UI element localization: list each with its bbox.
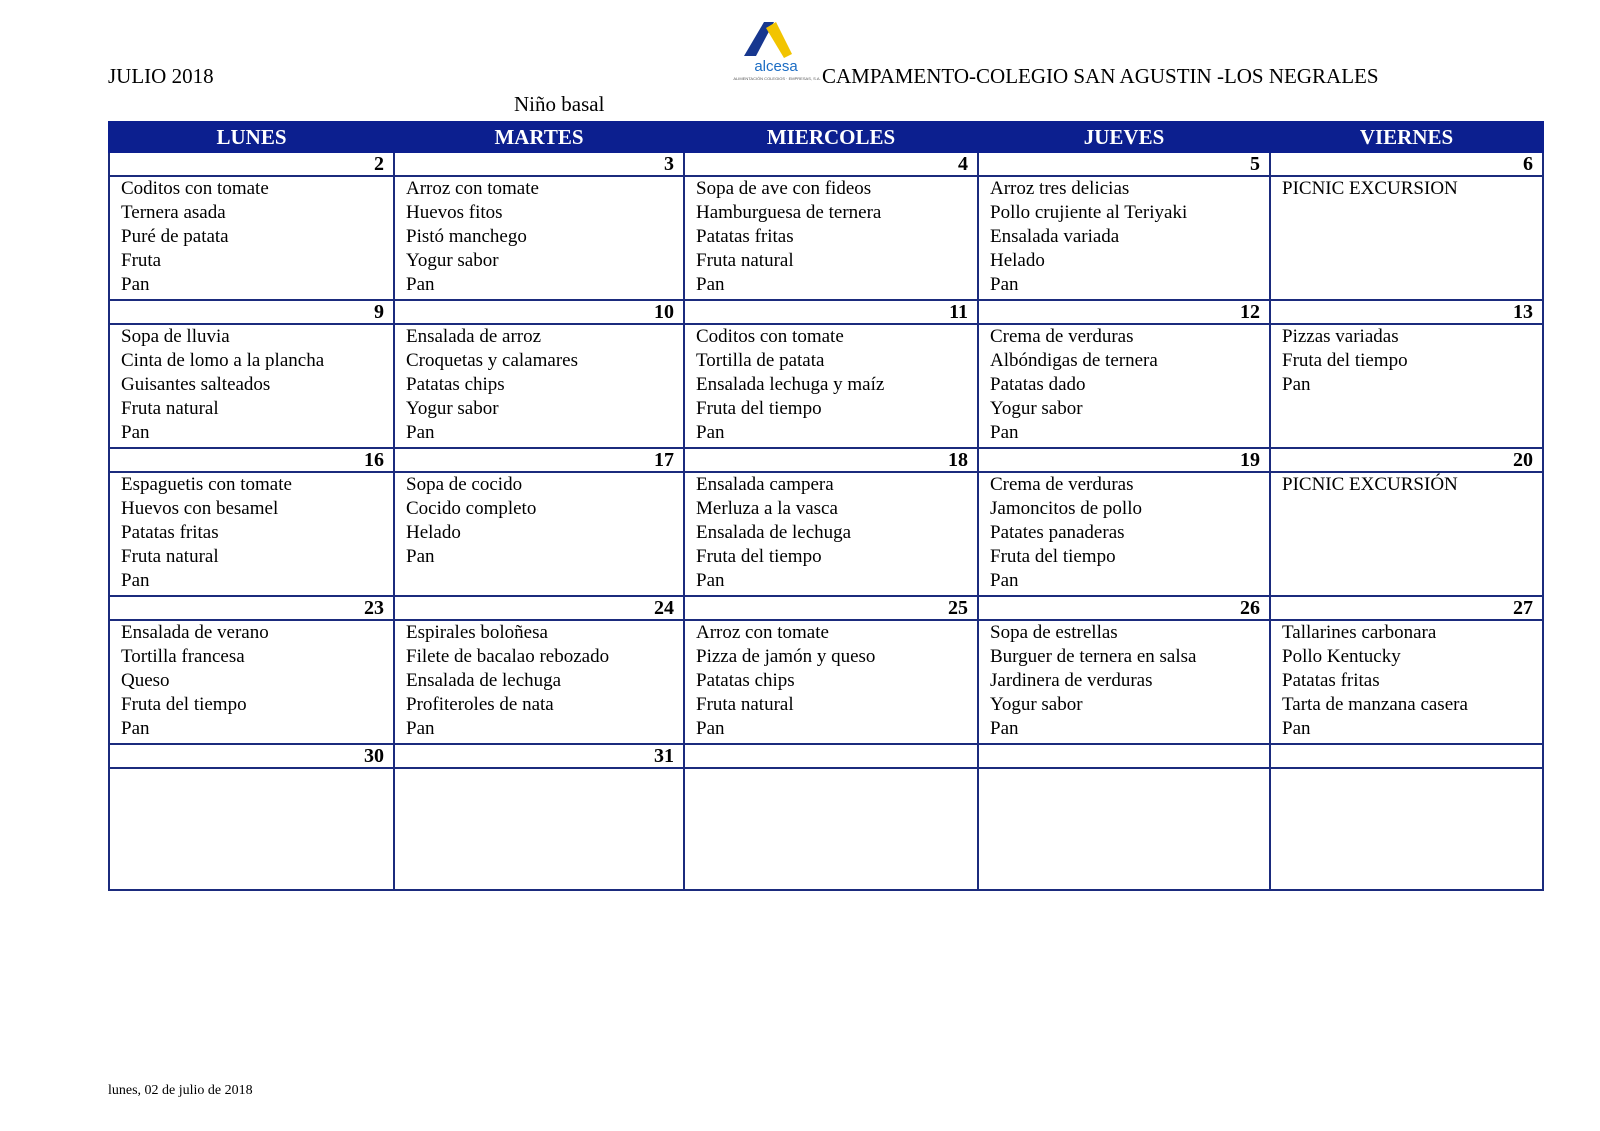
date-number [684, 744, 978, 768]
menu-item: Helado [406, 522, 461, 543]
menu-item: Burguer de ternera en salsa [990, 646, 1197, 667]
day-menu-cell [394, 768, 684, 890]
menu-item: Ensalada de arroz [406, 326, 542, 347]
menu-item: Ensalada de verano [121, 622, 269, 643]
menu-item: Patatas fritas [1282, 670, 1380, 691]
menu-item: Tortilla de patata [696, 350, 825, 371]
date-number: 13 [1270, 300, 1543, 324]
weekday-header: LUNES [109, 122, 394, 152]
date-number: 17 [394, 448, 684, 472]
menu-row [109, 768, 1543, 890]
date-number: 11 [684, 300, 978, 324]
menu-item: Sopa de estrellas [990, 622, 1118, 643]
logo-wordmark: alcesa [754, 58, 798, 75]
menu-item: Pan [696, 718, 725, 739]
date-number: 23 [109, 596, 394, 620]
day-menu-cell [1270, 324, 1543, 448]
menu-item: Arroz con tomate [406, 178, 539, 199]
menu-item: Patatas chips [696, 670, 795, 691]
day-menu-cell [978, 472, 1270, 596]
menu-item: Pan [696, 274, 725, 295]
menu-item: Fruta del tiempo [990, 546, 1116, 567]
menu-item: Sopa de cocido [406, 474, 523, 495]
menu-item: Pan [696, 422, 725, 443]
menu-row [109, 472, 1543, 596]
date-number: 24 [394, 596, 684, 620]
menu-item: Crema de verduras [990, 326, 1134, 347]
day-menu-cell [109, 324, 394, 448]
date-number: 18 [684, 448, 978, 472]
menu-item: Pollo crujiente al Teriyaki [990, 202, 1188, 223]
menu-item: Pan [990, 422, 1019, 443]
menu-item: Yogur sabor [990, 694, 1083, 715]
menu-item: Pan [406, 274, 435, 295]
menu-item: Fruta del tiempo [696, 398, 822, 419]
menu-item: Pan [406, 422, 435, 443]
menu-item: Helado [990, 250, 1045, 271]
menu-item: Fruta del tiempo [696, 546, 822, 567]
menu-item: Pan [990, 570, 1019, 591]
day-menu-cell [394, 324, 684, 448]
date-number: 27 [1270, 596, 1543, 620]
menu-item: Pan [990, 718, 1019, 739]
menu-item: Ternera asada [121, 202, 226, 223]
menu-item: Pistó manchego [406, 226, 527, 247]
date-number-row [109, 152, 1543, 176]
menu-item: Pan [1282, 374, 1311, 395]
menu-item: Huevos fitos [406, 202, 503, 223]
menu-item: Jardinera de verduras [990, 670, 1153, 691]
company-logo [733, 18, 821, 88]
day-menu-cell [109, 176, 394, 300]
menu-item: Guisantes salteados [121, 374, 271, 395]
menu-item: Fruta natural [696, 250, 794, 271]
menu-item: Fruta natural [121, 546, 219, 567]
day-menu-cell [978, 768, 1270, 890]
menu-item: Pan [990, 274, 1019, 295]
menu-item: Jamoncitos de pollo [990, 498, 1142, 519]
weekday-header: MIERCOLES [684, 122, 978, 152]
menu-item: Patatas fritas [121, 522, 219, 543]
date-number: 16 [109, 448, 394, 472]
date-number: 30 [109, 744, 394, 768]
menu-item: Cocido completo [406, 498, 537, 519]
date-number: 9 [109, 300, 394, 324]
menu-row [109, 176, 1543, 300]
date-number: 20 [1270, 448, 1543, 472]
menu-item: Pan [1282, 718, 1311, 739]
menu-item: Fruta del tiempo [121, 694, 247, 715]
menu-item: Pan [121, 422, 150, 443]
date-number: 25 [684, 596, 978, 620]
menu-calendar [108, 121, 1544, 891]
day-menu-cell [978, 176, 1270, 300]
menu-item: Espaguetis con tomate [121, 474, 292, 495]
logo-mark-icon [736, 18, 816, 62]
menu-item: Pan [406, 718, 435, 739]
menu-item: Patatas fritas [696, 226, 794, 247]
menu-item: Pan [121, 718, 150, 739]
day-menu-cell [978, 620, 1270, 744]
menu-row [109, 620, 1543, 744]
day-menu-cell [684, 768, 978, 890]
menu-item: Tallarines carbonara [1282, 622, 1437, 643]
day-menu-cell [394, 176, 684, 300]
menu-item: Espirales boloñesa [406, 622, 548, 643]
menu-item: Ensalada campera [696, 474, 834, 495]
weekday-header: MARTES [394, 122, 684, 152]
date-number: 3 [394, 152, 684, 176]
menu-item: Ensalada variada [990, 226, 1120, 247]
menu-item: Arroz tres delicias [990, 178, 1130, 199]
menu-item: Pollo Kentucky [1282, 646, 1401, 667]
menu-item: PICNIC EXCURSION [1282, 178, 1458, 199]
menu-item: Tarta de manzana casera [1282, 694, 1468, 715]
menu-row [109, 324, 1543, 448]
menu-item: Yogur sabor [406, 250, 499, 271]
day-menu-cell [109, 620, 394, 744]
menu-item: Hamburguesa de ternera [696, 202, 882, 223]
menu-item: Cinta de lomo a la plancha [121, 350, 325, 371]
menu-item: Pizza de jamón y queso [696, 646, 876, 667]
date-number-row [109, 300, 1543, 324]
menu-item: Patatas chips [406, 374, 505, 395]
menu-item: Yogur sabor [990, 398, 1083, 419]
date-number: 5 [978, 152, 1270, 176]
page-title: CAMPAMENTO-COLEGIO SAN AGUSTIN -LOS NEGRALES [822, 64, 1379, 88]
date-number: 4 [684, 152, 978, 176]
day-menu-cell [109, 472, 394, 596]
menu-item: Pan [406, 546, 435, 567]
day-menu-cell [394, 472, 684, 596]
menu-item: Patates panaderas [990, 522, 1125, 543]
menu-item: Coditos con tomate [696, 326, 844, 347]
day-menu-cell [1270, 620, 1543, 744]
menu-type-label: Niño basal [514, 92, 605, 116]
menu-item: Arroz con tomate [696, 622, 829, 643]
menu-item: Ensalada de lechuga [406, 670, 562, 691]
day-menu-cell [684, 324, 978, 448]
menu-item: Albóndigas de ternera [990, 350, 1158, 371]
date-number: 6 [1270, 152, 1543, 176]
date-number-row [109, 596, 1543, 620]
day-menu-cell [394, 620, 684, 744]
menu-item: Yogur sabor [406, 398, 499, 419]
weekday-header: VIERNES [1270, 122, 1543, 152]
menu-item: PICNIC EXCURSIÓN [1282, 474, 1458, 495]
weekday-header: JUEVES [978, 122, 1270, 152]
menu-item: Fruta [121, 250, 162, 271]
menu-item: Merluza a la vasca [696, 498, 838, 519]
month-label: JULIO 2018 [108, 64, 214, 88]
date-number: 2 [109, 152, 394, 176]
day-menu-cell [684, 176, 978, 300]
menu-item: Huevos con besamel [121, 498, 279, 519]
menu-item: Puré de patata [121, 226, 229, 247]
menu-item: Coditos con tomate [121, 178, 269, 199]
date-number-row [109, 448, 1543, 472]
menu-item: Croquetas y calamares [406, 350, 578, 371]
menu-item: Pan [696, 570, 725, 591]
menu-item: Pan [121, 274, 150, 295]
menu-item: Profiteroles de nata [406, 694, 554, 715]
day-menu-cell [109, 768, 394, 890]
menu-item: Sopa de lluvia [121, 326, 230, 347]
date-number: 31 [394, 744, 684, 768]
weekday-header-row [109, 122, 1543, 152]
menu-item: Fruta natural [696, 694, 794, 715]
day-menu-cell [1270, 176, 1543, 300]
menu-item: Sopa de ave con fideos [696, 178, 872, 199]
menu-item: Fruta natural [121, 398, 219, 419]
date-number-row [109, 744, 1543, 768]
menu-item: Ensalada de lechuga [696, 522, 852, 543]
date-number: 26 [978, 596, 1270, 620]
logo-tagline: ALIMENTACIÓN COLEGIOS · EMPRESAS, S.A. [733, 76, 821, 81]
day-menu-cell [1270, 768, 1543, 890]
menu-item: Pan [121, 570, 150, 591]
menu-item: Tortilla francesa [121, 646, 245, 667]
menu-item: Pizzas variadas [1282, 326, 1399, 347]
date-number [1270, 744, 1543, 768]
menu-item: Patatas dado [990, 374, 1086, 395]
day-menu-cell [1270, 472, 1543, 596]
menu-item: Queso [121, 670, 170, 691]
date-number [978, 744, 1270, 768]
day-menu-cell [978, 324, 1270, 448]
menu-item: Crema de verduras [990, 474, 1134, 495]
day-menu-cell [684, 472, 978, 596]
date-number: 10 [394, 300, 684, 324]
day-menu-cell [684, 620, 978, 744]
menu-item: Fruta del tiempo [1282, 350, 1408, 371]
date-number: 19 [978, 448, 1270, 472]
date-number: 12 [978, 300, 1270, 324]
menu-item: Ensalada lechuga y maíz [696, 374, 885, 395]
menu-item: Filete de bacalao rebozado [406, 646, 610, 667]
print-date: lunes, 02 de julio de 2018 [108, 1083, 253, 1098]
